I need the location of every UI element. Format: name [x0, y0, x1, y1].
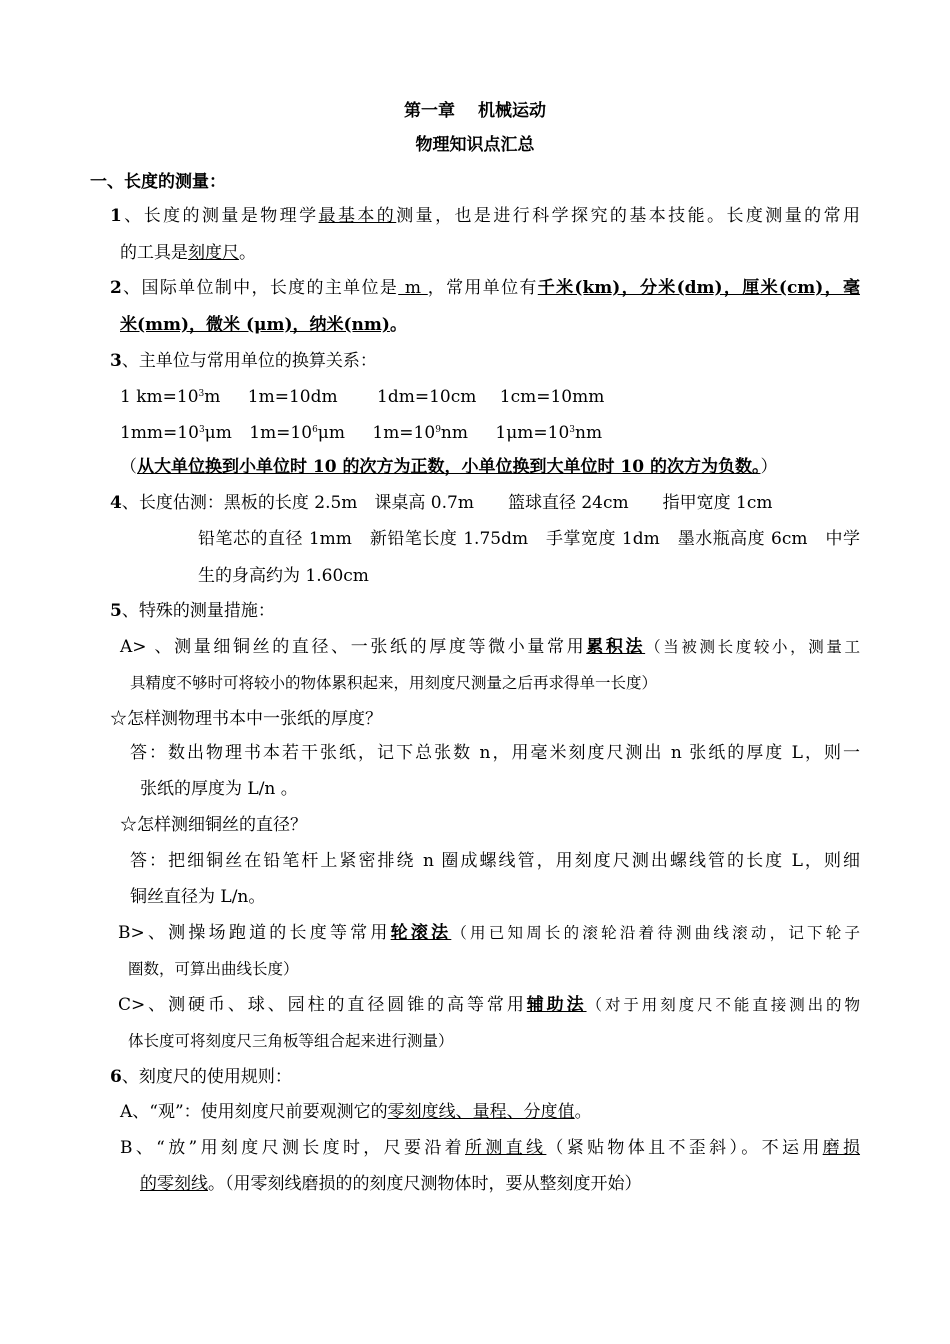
method-b-line-1: B>、测操场跑道的长度等常用轮滚法（用已知周长的滚轮沿着待测曲线滚动，记下轮子 [118, 923, 860, 943]
rule-a-observe: A、“观”：使用刻度尺前要观测它的零刻度线、量程、分度值。 [120, 1102, 592, 1122]
item-1-line-1: 1、长度的测量是物理学最基本的测量，也是进行科学探究的基本技能。长度测量的常用 [110, 206, 861, 226]
question-wire-diameter: ☆怎样测细铜丝的直径？ [120, 815, 307, 835]
conversion-row-1: 1 $km=10^3m$ 1m=10dm 1dm=10cm 1cm=10mm [120, 387, 605, 407]
method-a-line-2: 具精度不够时可将较小的物体累积起来，用刻度尺测量之后再求得单一长度） [130, 674, 658, 692]
rule-b-line-2: 的零刻线。（用零刻线磨损的的刻度尺测物体时，要从整刻度开始） [140, 1174, 642, 1194]
answer-wire-line-2: 铜丝直径为 L/n。 [130, 887, 266, 907]
method-c-line-1: C>、测硬币、球、园柱的直径圆锥的高等常用辅助法（对于用刻度尺不能直接测出的物 [118, 995, 860, 1015]
conversion-row-2: $1mm=10^3\mu m$ $1m=10^6\mu m$ $1m=10^9nm$ $1\mu m=10^3nm$ [120, 423, 603, 443]
document-subtitle: 物理知识点汇总 [415, 135, 535, 155]
section-heading-length: 一、长度的测量： [90, 172, 226, 192]
method-a-line-1: A> 、测量细铜丝的直径、一张纸的厚度等微小量常用累积法（当被测长度较小，测量工 [120, 637, 860, 657]
item-6-heading: 6、刻度尺的使用规则： [110, 1067, 292, 1087]
chapter-title: 第一章 机械运动 [404, 101, 546, 121]
item-2-line-2: 米(mm)，微米 (μm)，纳米(nm)。 [120, 315, 407, 335]
item-4-line-1: 4、长度估测：黑板的长度 2.5m 课桌高 0.7m 篮球直径 24cm 指甲宽度 1cm [110, 493, 773, 513]
item-4-line-3: 生的身高约为 1.60cm [198, 566, 369, 586]
item-4-line-2: 铅笔芯的直径 1mm 新铅笔长度 1.75dm 手掌宽度 1dm 墨水瓶高度 6cm 中学 [198, 529, 860, 549]
item-2-line-1: 2、国际单位制中，长度的主单位是 m ，常用单位有千米(km)，分米(dm)，厘米(cm)，毫 [110, 278, 860, 298]
answer-wire-line-1: 答：把细铜丝在铅笔杆上紧密排绕 n 圈成螺线管，用刻度尺测出螺线管的长度 L，则细 [130, 851, 860, 871]
item-3-heading: 3、主单位与常用单位的换算关系： [110, 351, 377, 371]
item-5-heading: 5、特殊的测量措施： [110, 601, 275, 621]
method-b-line-2: 圈数，可算出曲线长度） [128, 960, 299, 978]
question-paper-thickness: ☆怎样测物理书本中一张纸的厚度？ [110, 709, 382, 729]
item-1-line-2: 的工具是刻度尺。 [120, 243, 256, 263]
method-c-line-2: 体长度可将刻度尺三角板等组合起来进行测量） [128, 1032, 454, 1050]
answer-paper-line-2: 张纸的厚度为 L/n 。 [140, 779, 298, 799]
conversion-note: （从大单位换到小单位时 10 的次方为正数，小单位换到大单位时 10 的次方为负数。） [120, 457, 778, 477]
rule-b-line-1: B、“放”用刻度尺测长度时，尺要沿着所测直线（紧贴物体且不歪斜）。不运用磨损 [120, 1138, 861, 1158]
answer-paper-line-1: 答：数出物理书本若干张纸，记下总张数 n，用毫米刻度尺测出 n 张纸的厚度 L，则一 [130, 743, 860, 763]
